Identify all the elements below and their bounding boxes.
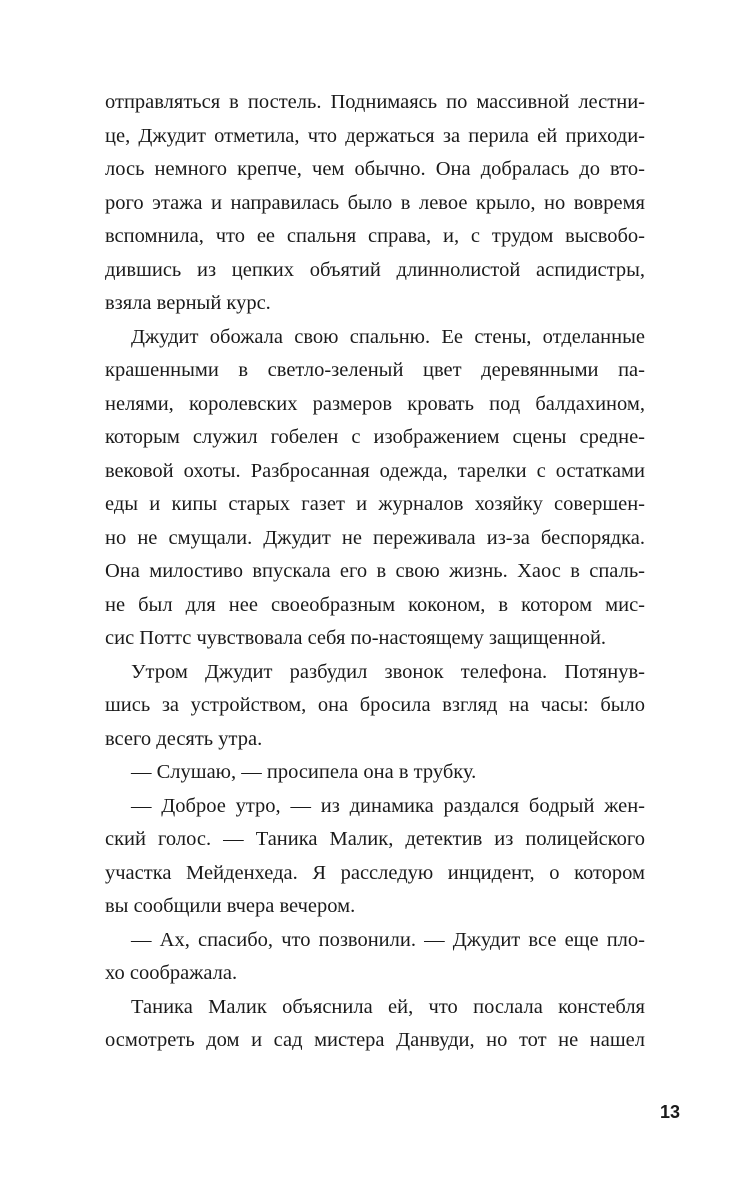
text-line: участка Мейденхеда. Я расследую инцидент, о котором [105, 861, 645, 884]
paragraph [105, 991, 645, 1058]
text-line: вы сообщили вчера вечером. [105, 895, 356, 917]
text-line: вековой охоты. Разбросанная одежда, тарелки с остатками [105, 459, 645, 482]
text-line: которым служил гобелен с изображением сцены средне- [105, 426, 645, 448]
text-line: отправляться в постель. Поднимаясь по массивной лестни- [105, 91, 645, 113]
text-line: — Ах, спасибо, что позвонили. — Джудит все еще пло- [131, 928, 645, 951]
paragraph [105, 924, 645, 991]
text-line: лось немного крепче, чем обычно. Она добралась до вто- [105, 158, 645, 180]
text-line: всего десять утра. [105, 727, 263, 750]
text-line: Утром Джудит разбудил звонок телефона. Потянув- [131, 660, 645, 683]
paragraph [105, 321, 645, 656]
text-line: хо соображала. [105, 962, 238, 984]
text-line: шись за устройством, она бросила взгляд на часы: было [105, 694, 645, 716]
page-body [105, 86, 645, 1058]
paragraph [105, 756, 645, 790]
text-line: взяла верный курс. [105, 292, 271, 314]
text-line: Она милостиво впускала его в свою жизнь. Хаос в спаль- [105, 560, 645, 582]
paragraph [105, 656, 645, 757]
text-line: — Слушаю, — просипела она в трубку. [131, 761, 477, 783]
text-line: крашенными в светло-зеленый цвет деревянными па- [105, 359, 645, 381]
text-line: Джудит обожала свою спальню. Ее стены, отделанные [131, 325, 645, 348]
text-line: осмотреть дом и сад мистера Данвуди, но тот не нашел [105, 1029, 645, 1051]
text-line: но не смущали. Джудит не переживала из-за беспорядка. [105, 526, 645, 549]
text-line: сис Поттс чувствовала себя по-настоящему защищенной. [105, 627, 607, 649]
text-line: — Доброе утро, — из динамика раздался бодрый жен- [131, 794, 645, 817]
text-line: еды и кипы старых газет и журналов хозяйку совершен- [105, 493, 645, 515]
text-line: нелями, королевских размеров кровать под балдахином, [105, 392, 645, 415]
text-line: ский голос. — Таника Малик, детектив из полицейского [105, 828, 645, 850]
text-line: вспомнила, что ее спальня справа, и, с трудом высвобо- [105, 225, 645, 247]
text-line: не был для нее своеобразным коконом, в котором мис- [105, 593, 645, 616]
text-line: Таника Малик объяснила ей, что послала констебля [131, 995, 645, 1018]
text-line: це, Джудит отметила, что держаться за перила ей приходи- [105, 124, 645, 147]
paragraph [105, 86, 645, 321]
page-number: 13 [659, 1102, 680, 1122]
text-line: дившись из цепких объятий длиннолистой аспидистры, [105, 258, 645, 281]
paragraph [105, 790, 645, 924]
text-line: рого этажа и направилась было в левое крыло, но вовремя [105, 191, 645, 214]
